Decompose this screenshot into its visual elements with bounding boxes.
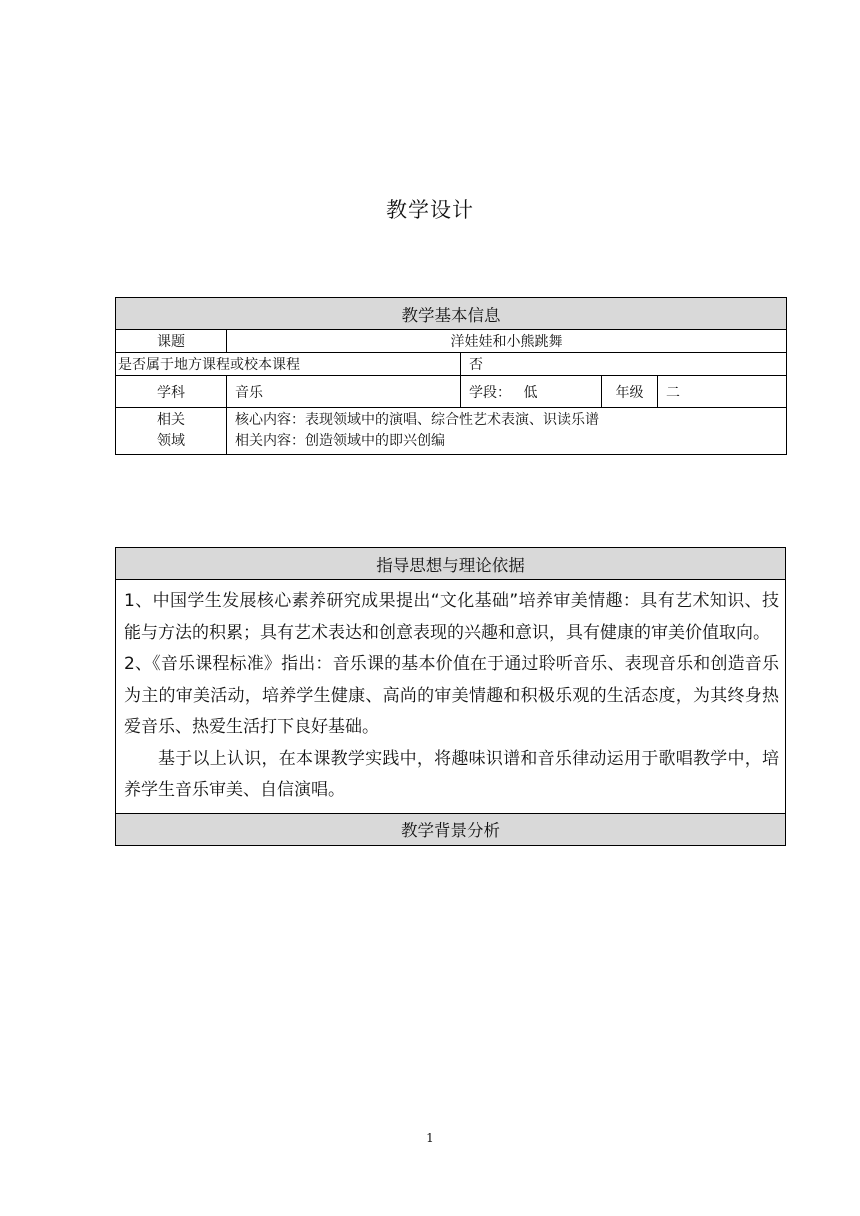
local-course-value: 否 bbox=[461, 353, 787, 376]
field-label-line2: 领域 bbox=[157, 433, 185, 449]
topic-value: 洋娃娃和小熊跳舞 bbox=[227, 330, 787, 353]
field-content bbox=[227, 408, 787, 455]
page-number: 1 bbox=[426, 1131, 434, 1145]
grade-value: 二 bbox=[658, 376, 787, 408]
stage-label: 学段： bbox=[469, 384, 511, 401]
field-label-line1: 相关 bbox=[157, 412, 185, 428]
basic-info-header: 教学基本信息 bbox=[116, 298, 787, 330]
guidance-paragraph-1: 1、中国学生发展核心素养研究成果提出“文化基础”培养审美情趣：具有艺术知识、技能与方法的积累；具有艺术表达和创意表现的兴趣和意识，具有健康的审美价值取向。 bbox=[124, 591, 779, 643]
subject-label: 学科 bbox=[116, 376, 227, 408]
field-related: 相关内容：创造领域中的即兴创编 bbox=[235, 433, 445, 449]
basic-info-table bbox=[115, 297, 787, 455]
field-label bbox=[116, 408, 227, 455]
stage-cell bbox=[461, 376, 602, 408]
field-core: 核心内容：表现领域中的演唱、综合性艺术表演、识读乐谱 bbox=[235, 412, 599, 428]
guidance-content bbox=[116, 580, 786, 814]
guidance-paragraph-2: 2、《音乐课程标准》指出：音乐课的基本价值在于通过聆听音乐、表现音乐和创造音乐为主的审美活动，培养学生健康、高尚的审美情趣和积极乐观的生活态度，为其终身热爱音乐、热爱生活打下良好基础。 bbox=[124, 654, 779, 737]
guidance-header: 指导思想与理论依据 bbox=[116, 548, 786, 580]
grade-label: 年级 bbox=[602, 376, 658, 408]
background-analysis-header: 教学背景分析 bbox=[116, 813, 786, 845]
subject-value: 音乐 bbox=[227, 376, 461, 408]
document-title: 教学设计 bbox=[386, 198, 474, 222]
topic-label: 课题 bbox=[116, 330, 227, 353]
local-course-label: 是否属于地方课程或校本课程 bbox=[116, 353, 461, 376]
stage-value: 低 bbox=[523, 384, 538, 401]
guidance-paragraph-3: 基于以上认识，在本课教学实践中，将趣味识谱和音乐律动运用于歌唱教学中，培养学生音乐审美、自信演唱。 bbox=[124, 748, 779, 800]
guidance-table bbox=[115, 547, 786, 846]
